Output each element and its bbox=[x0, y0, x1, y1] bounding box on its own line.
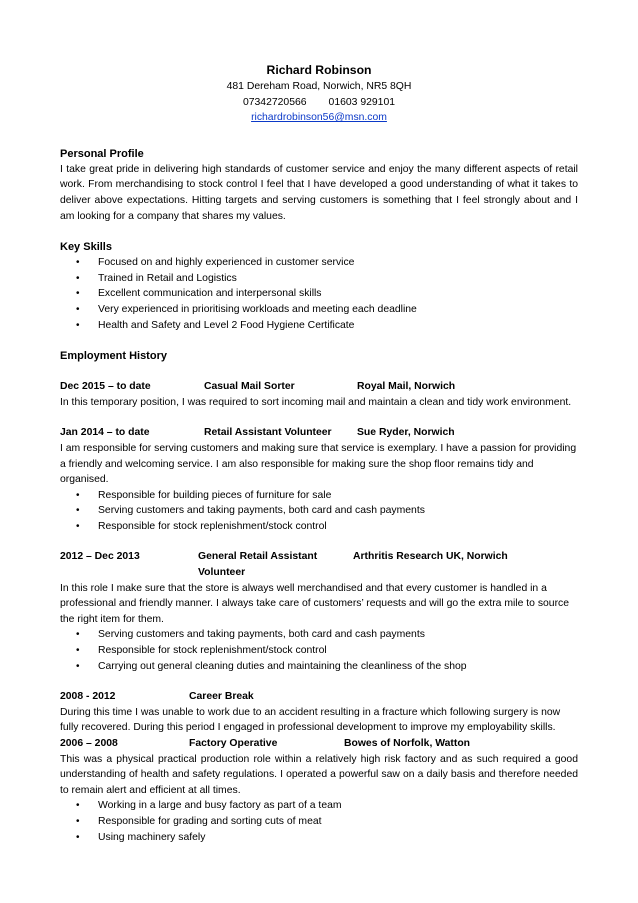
bullet-icon: • bbox=[76, 272, 80, 284]
phone-numbers bbox=[60, 95, 578, 111]
job-header bbox=[60, 549, 578, 580]
list-item: • Responsible for stock replenishment/stock control bbox=[60, 519, 578, 535]
bullet-icon: • bbox=[76, 288, 80, 300]
bullet-icon: • bbox=[76, 505, 80, 517]
employment-history-heading: Employment History bbox=[60, 350, 167, 363]
job-dates: 2012 – Dec 2013 bbox=[60, 551, 140, 563]
bullet-icon: • bbox=[76, 520, 80, 532]
candidate-name: Richard Robinson bbox=[266, 63, 372, 77]
cv-document bbox=[60, 62, 578, 845]
list-item: • Working in a large and busy factory as part of a team bbox=[60, 798, 578, 814]
bullet-icon: • bbox=[76, 489, 80, 501]
mobile-phone: 07342720566 bbox=[242, 96, 307, 108]
list-item: • Carrying out general cleaning duties and maintaining the cleanliness of the shop bbox=[60, 659, 578, 675]
job-header bbox=[60, 379, 578, 395]
job-employer: Bowes of Norfolk, Watton bbox=[344, 738, 471, 749]
employment-history-section bbox=[60, 348, 578, 845]
list-item: • Serving customers and taking payments, both card and cash payments bbox=[60, 627, 578, 643]
personal-profile-section bbox=[60, 146, 578, 224]
job-title: General Retail Assistant Volunteer bbox=[198, 551, 318, 579]
job-entry bbox=[60, 425, 578, 534]
list-item: • Health and Safety and Level 2 Food Hygiene Certificate bbox=[60, 318, 578, 334]
job-dates: Jan 2014 – to date bbox=[60, 427, 150, 439]
job-employer: Arthritis Research UK, Norwich bbox=[353, 551, 508, 563]
job-entry bbox=[60, 736, 578, 845]
job-title: Factory Operative bbox=[189, 738, 278, 749]
key-skills-list bbox=[60, 255, 578, 333]
job-description: In this role I make sure that the store is always well merchandised and that every customer is handled in a professional and friendly manner. I always take care of customers’ requests and will go the extra mile to source the right item for them. bbox=[60, 582, 570, 625]
job-entry bbox=[60, 689, 578, 736]
cv-header bbox=[60, 62, 578, 126]
job-header bbox=[60, 736, 578, 752]
job-bullets bbox=[60, 488, 578, 535]
list-item: • Very experienced in prioritising workloads and meeting each deadline bbox=[60, 302, 578, 318]
job-employer: Royal Mail, Norwich bbox=[357, 381, 456, 393]
job-employer: Sue Ryder, Norwich bbox=[357, 427, 455, 439]
home-phone: 01603 929101 bbox=[328, 96, 396, 108]
bullet-icon: • bbox=[76, 800, 80, 812]
email-link[interactable]: richardrobinson56@msn.com bbox=[251, 112, 387, 124]
list-item: • Excellent communication and interpersonal skills bbox=[60, 286, 578, 302]
job-title: Career Break bbox=[189, 691, 254, 703]
list-item: • Responsible for building pieces of furniture for sale bbox=[60, 488, 578, 504]
job-bullets bbox=[60, 627, 578, 674]
key-skills-heading: Key Skills bbox=[60, 241, 112, 254]
key-skills-section bbox=[60, 239, 578, 333]
bullet-icon: • bbox=[76, 629, 80, 641]
job-dates: 2008 - 2012 bbox=[60, 691, 116, 703]
list-item: • Using machinery safely bbox=[60, 830, 578, 846]
job-title: Retail Assistant Volunteer bbox=[204, 427, 332, 439]
job-dates: Dec 2015 – to date bbox=[60, 381, 151, 393]
personal-profile-text: I take great pride in delivering high standards of customer service and enjoy the many different aspects of retail work. From merchandising to stock control I feel that I have developed a good understanding of what it takes to deliver above expectations. Hitting targets and serving customers is something that I feel strongly about and I am looking for a company that shares my values. bbox=[60, 163, 578, 222]
job-entry bbox=[60, 549, 578, 674]
list-item: • Responsible for stock replenishment/stock control bbox=[60, 643, 578, 659]
bullet-icon: • bbox=[76, 319, 80, 331]
list-item: • Responsible for grading and sorting cuts of meat bbox=[60, 814, 578, 830]
bullet-icon: • bbox=[76, 831, 80, 843]
list-item: • Serving customers and taking payments, both card and cash payments bbox=[60, 503, 578, 519]
job-description: This was a physical practical production role within a relatively high risk factory and as such required a good understanding of health and safety regulations. I operated a powerful saw on a daily basis and therefore needed to remain alert and efficient at all times. bbox=[60, 753, 578, 796]
job-title: Casual Mail Sorter bbox=[204, 381, 295, 393]
job-header bbox=[60, 689, 578, 705]
job-dates: 2006 – 2008 bbox=[60, 738, 118, 749]
list-item: • Focused on and highly experienced in customer service bbox=[60, 255, 578, 271]
job-description: In this temporary position, I was required to sort incoming mail and maintain a clean and tidy work environment. bbox=[60, 396, 572, 408]
job-description: During this time I was unable to work due to an accident resulting in a fracture which following surgery is now fully recovered. During this period I engaged in professional development to improve my employability skills. bbox=[60, 706, 561, 734]
address: 481 Dereham Road, Norwich, NR5 8QH bbox=[226, 81, 412, 92]
bullet-icon: • bbox=[76, 660, 80, 672]
job-bullets bbox=[60, 798, 578, 845]
list-item: • Trained in Retail and Logistics bbox=[60, 271, 578, 287]
job-header bbox=[60, 425, 578, 441]
bullet-icon: • bbox=[76, 645, 80, 657]
job-description: I am responsible for serving customers and making sure that service is exemplary. I have a passion for providing a friendly and welcoming service. I am also responsible for making sure the shop floor remains tidy and organised. bbox=[60, 442, 577, 486]
personal-profile-heading: Personal Profile bbox=[60, 147, 144, 160]
bullet-icon: • bbox=[76, 303, 80, 315]
bullet-icon: • bbox=[76, 815, 80, 827]
job-entry bbox=[60, 379, 578, 410]
bullet-icon: • bbox=[76, 257, 80, 269]
